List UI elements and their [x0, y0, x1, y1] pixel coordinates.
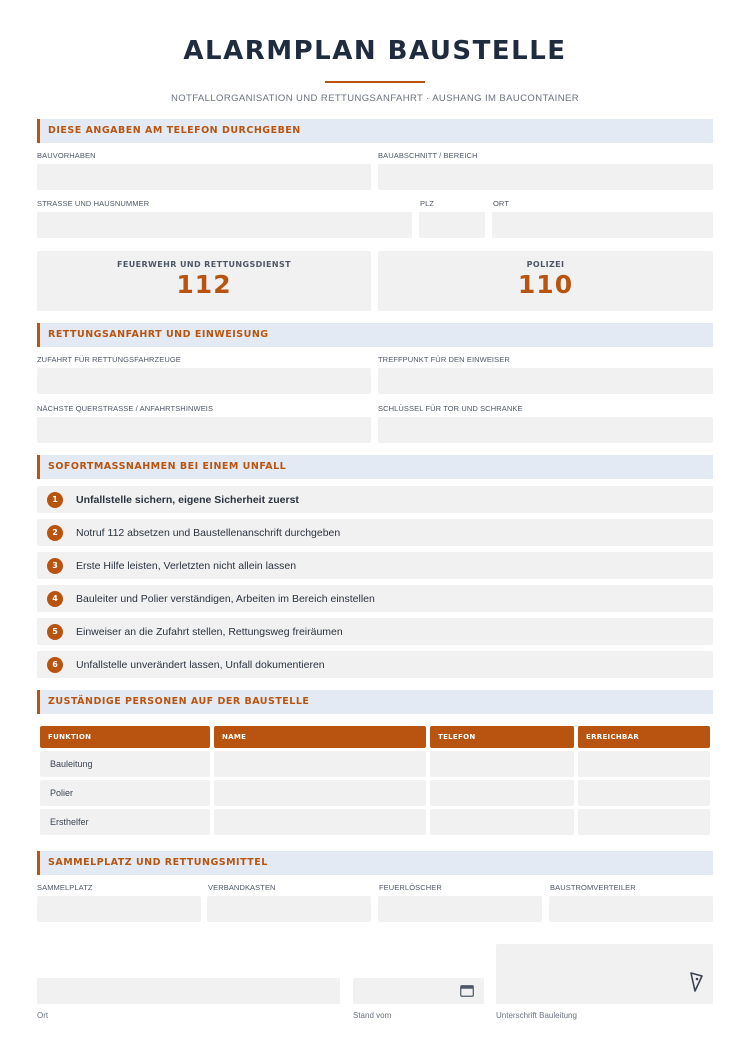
table-cell-name[interactable] [214, 751, 426, 777]
police-number: 110 [517, 270, 574, 299]
treffpunkt-label: TREFFPUNKT FÜR DEN EINWEISER [378, 355, 510, 364]
page-title: ALARMPLAN BAUSTELLE [183, 36, 567, 66]
page-subtitle: NOTFALLORGANISATION UND RETTUNGSANFAHRT · AUSHANG IM BAUCONTAINER [171, 93, 579, 104]
fire-rescue-number: 112 [176, 270, 232, 299]
bauvorhaben-field[interactable] [37, 164, 371, 190]
signature-field[interactable] [496, 944, 713, 1004]
bauabschnitt-label: BAUABSCHNITT / BEREICH [378, 151, 478, 160]
feuerloescher-field[interactable] [378, 896, 542, 922]
verbandkasten-field[interactable] [207, 896, 371, 922]
section-title: SAMMELPLATZ UND RETTUNGSMITTEL [48, 857, 268, 868]
step-number-badge: 2 [47, 525, 63, 541]
police-label: POLIZEI [526, 260, 565, 269]
fire-rescue-label: FEUERWEHR UND RETTUNGSDIENST [116, 260, 292, 269]
ort-footer-field[interactable] [37, 978, 340, 1004]
table-header-name: NAME [214, 726, 426, 748]
plz-label: PLZ [420, 199, 435, 208]
pen-nib-icon [689, 972, 703, 992]
schluessel-field[interactable] [378, 417, 713, 443]
bauabschnitt-field[interactable] [378, 164, 713, 190]
signature-label: Unterschrift Bauleitung [496, 1011, 577, 1020]
table-cell-phone[interactable] [430, 751, 574, 777]
feuerloescher-label: FEUERLÖSCHER [379, 883, 442, 892]
bauvorhaben-label: BAUVORHABEN [37, 151, 96, 160]
ort-label: ORT [493, 199, 509, 208]
measure-step [37, 585, 713, 612]
sammelplatz-label: SAMMELPLATZ [37, 883, 93, 892]
step-number-badge: 4 [47, 591, 63, 607]
date-label: Stand vom [353, 1011, 392, 1020]
table-header-function: FUNKTION [40, 726, 210, 748]
querstrasse-field[interactable] [37, 417, 371, 443]
schluessel-label: SCHLÜSSEL FÜR TOR UND SCHRANKE [378, 404, 523, 413]
step-number-badge: 1 [47, 492, 63, 508]
baustromverteiler-field[interactable] [549, 896, 713, 922]
section-header-persons [37, 690, 713, 714]
measure-step [37, 519, 713, 546]
sammelplatz-field[interactable] [37, 896, 201, 922]
step-text: Notruf 112 absetzen und Baustellenanschrift durchgeben [76, 527, 341, 539]
step-text: Bauleiter und Polier verständigen, Arbeiten im Bereich einstellen [76, 593, 375, 605]
step-text: Unfallstelle sichern, eigene Sicherheit zuerst [76, 494, 299, 506]
table-cell-phone[interactable] [430, 780, 574, 806]
table-cell-function: Bauleitung [40, 751, 210, 777]
section-title: ZUSTÄNDIGE PERSONEN AUF DER BAUSTELLE [48, 696, 310, 707]
table-cell-phone[interactable] [430, 809, 574, 835]
measure-step [37, 651, 713, 678]
measure-step [37, 486, 713, 513]
title-divider [325, 81, 425, 83]
table-cell-name[interactable] [214, 809, 426, 835]
table-cell-reachable[interactable] [578, 780, 710, 806]
step-text: Erste Hilfe leisten, Verletzten nicht allein lassen [76, 560, 297, 572]
baustromverteiler-label: BAUSTROMVERTEILER [550, 883, 636, 892]
treffpunkt-field[interactable] [378, 368, 713, 394]
verbandkasten-label: VERBANDKASTEN [208, 883, 276, 892]
table-cell-reachable[interactable] [578, 751, 710, 777]
table-cell-name[interactable] [214, 780, 426, 806]
table-cell-function: Polier [40, 780, 210, 806]
section-header-measures [37, 455, 713, 479]
section-header-access [37, 323, 713, 347]
zufahrt-field[interactable] [37, 368, 371, 394]
table-header-phone: TELEFON [430, 726, 574, 748]
section-title: SOFORTMASSNAHMEN BEI EINEM UNFALL [48, 461, 287, 472]
table-cell-function: Ersthelfer [40, 809, 210, 835]
table-header-reachable: ERREICHBAR [578, 726, 710, 748]
section-header-assembly [37, 851, 713, 875]
ort-footer-label: Ort [37, 1011, 49, 1020]
fire-rescue-box [37, 251, 371, 311]
zufahrt-label: ZUFAHRT FÜR RETTUNGSFAHRZEUGE [37, 355, 181, 364]
step-text: Einweiser an die Zufahrt stellen, Rettungsweg freiräumen [76, 626, 343, 638]
section-header-phone [37, 119, 713, 143]
measure-step [37, 618, 713, 645]
police-box [378, 251, 713, 311]
querstrasse-label: NÄCHSTE QUERSTRASSE / ANFAHRTSHINWEIS [37, 404, 214, 413]
strasse-field[interactable] [37, 212, 412, 238]
measure-step [37, 552, 713, 579]
section-title: DIESE ANGABEN AM TELEFON DURCHGEBEN [48, 125, 301, 136]
strasse-label: STRASSE UND HAUSNUMMER [37, 199, 150, 208]
plz-field[interactable] [419, 212, 485, 238]
date-field[interactable] [353, 978, 484, 1004]
step-number-badge: 5 [47, 624, 63, 640]
step-text: Unfallstelle unverändert lassen, Unfall dokumentieren [76, 659, 325, 671]
table-cell-reachable[interactable] [578, 809, 710, 835]
section-title: RETTUNGSANFAHRT UND EINWEISUNG [48, 329, 269, 340]
calendar-icon[interactable] [460, 985, 474, 997]
ort-field[interactable] [492, 212, 713, 238]
step-number-badge: 6 [47, 657, 63, 673]
step-number-badge: 3 [47, 558, 63, 574]
